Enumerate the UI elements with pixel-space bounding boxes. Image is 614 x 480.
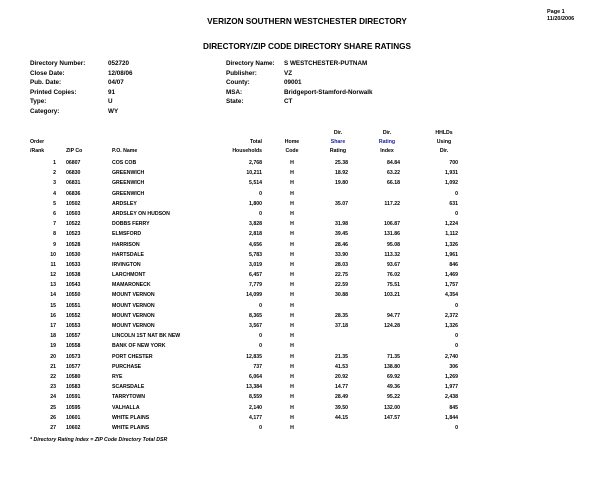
share-rating-cell: 30.88 — [335, 292, 348, 299]
info-value: Bridgeport-Stamford-Norwalk — [284, 88, 373, 96]
zip-code-cell: 10523 — [66, 231, 81, 238]
table-row — [0, 331, 614, 341]
total-households-cell: 5,783 — [249, 251, 262, 258]
zip-code-cell: 10533 — [66, 261, 81, 268]
rank-cell: 16 — [50, 312, 56, 319]
rating-index-cell: 124.28 — [384, 323, 400, 329]
zip-code-cell: 10502 — [66, 200, 81, 207]
total-households-cell: 3,019 — [249, 261, 262, 268]
table-row — [0, 250, 614, 260]
info-value: U — [108, 98, 113, 106]
rating-index-cell: 131.86 — [384, 231, 400, 238]
info-row — [30, 88, 133, 98]
rating-index-cell: 103.21 — [384, 292, 400, 299]
po-name-cell: COS COB — [112, 160, 137, 166]
zip-code-cell: 10557 — [66, 333, 81, 340]
rank-cell: 5 — [53, 200, 56, 207]
total-households-cell: 10,211 — [246, 170, 262, 177]
table-row — [0, 321, 614, 331]
info-label: Printed Copies: — [30, 88, 77, 96]
rating-index-cell: 71.35 — [387, 353, 400, 360]
po-name-cell: ARDSLEY ON HUDSON — [112, 210, 170, 217]
rank-cell: 6 — [53, 210, 56, 217]
share-rating-cell: 19.80 — [335, 180, 348, 187]
share-rating-cell: 39.50 — [335, 404, 348, 411]
zip-code-cell: 10583 — [66, 384, 81, 391]
table-row — [0, 362, 614, 372]
rank-cell: 17 — [50, 323, 56, 329]
share-rating-cell: 21.35 — [335, 353, 348, 360]
home-code-cell: H — [290, 323, 294, 329]
share-rating-cell: 33.90 — [335, 251, 348, 258]
col-header-total-households: Total Households — [232, 139, 262, 154]
home-code-cell: H — [290, 363, 294, 370]
table-row — [0, 260, 614, 270]
table-row — [0, 392, 614, 402]
info-row — [226, 88, 373, 98]
rating-index-cell: 113.32 — [384, 251, 400, 258]
po-name-cell: TARRYTOWN — [112, 394, 146, 401]
ratings-table — [0, 158, 614, 433]
total-households-cell: 8,365 — [249, 312, 262, 319]
home-code-cell: H — [290, 414, 294, 421]
po-name-cell: SCARSDALE — [112, 384, 145, 391]
hhlds-using-cell: 0 — [455, 333, 458, 340]
zip-code-cell: 10601 — [66, 414, 81, 421]
share-rating-cell: 18.92 — [335, 170, 348, 177]
hhlds-using-cell: 1,977 — [445, 384, 458, 391]
rating-index-cell: 132.00 — [384, 404, 400, 411]
zip-code-cell: 10577 — [66, 363, 81, 370]
info-row — [226, 69, 373, 79]
rank-cell: 26 — [50, 414, 56, 421]
total-households-cell: 0 — [259, 210, 262, 217]
home-code-cell: H — [290, 404, 294, 411]
hhlds-using-cell: 1,092 — [445, 180, 458, 187]
rank-cell: 14 — [50, 292, 56, 299]
zip-code-cell: 06836 — [66, 190, 81, 197]
rank-cell: 25 — [50, 404, 56, 411]
po-name-cell: ARDSLEY — [112, 200, 137, 207]
po-name-cell: MOUNT VERNON — [112, 302, 155, 309]
hhlds-using-cell: 4,354 — [445, 292, 458, 299]
zip-code-cell: 10553 — [66, 323, 81, 329]
info-row — [226, 97, 373, 107]
home-code-cell: H — [290, 424, 294, 431]
page-number: Page 1 — [547, 9, 565, 15]
hhlds-using-cell: 306 — [449, 363, 458, 370]
hhlds-using-cell: 1,844 — [445, 414, 458, 421]
info-label: County: — [226, 79, 250, 87]
info-row — [30, 69, 133, 79]
hhlds-using-cell: 631 — [449, 200, 458, 207]
info-value: VZ — [284, 69, 293, 77]
col-header-po-name: P.O. Name — [112, 147, 138, 154]
col-header-rank: Order /Rank — [30, 139, 45, 154]
table-row — [0, 168, 614, 178]
info-row — [30, 59, 133, 69]
table-row — [0, 219, 614, 229]
po-name-cell: GREENWICH — [112, 190, 145, 197]
report-subtitle: DIRECTORY/ZIP CODE DIRECTORY SHARE RATINGS — [203, 42, 411, 51]
rank-cell: 4 — [53, 190, 56, 197]
info-label: Directory Name: — [226, 60, 275, 67]
total-households-cell: 3,828 — [249, 221, 262, 228]
hhlds-using-cell: 0 — [455, 190, 458, 197]
home-code-cell: H — [290, 272, 294, 279]
rating-index-cell: 117.22 — [384, 200, 400, 207]
po-name-cell: PORT CHESTER — [112, 353, 153, 360]
rating-index-cell: 95.22 — [387, 394, 400, 401]
info-value: WY — [108, 107, 119, 115]
total-households-cell: 0 — [259, 333, 262, 340]
hhlds-using-cell: 0 — [455, 210, 458, 217]
rank-cell: 22 — [50, 373, 56, 380]
zip-code-cell: 10580 — [66, 373, 81, 380]
total-households-cell: 0 — [259, 424, 262, 431]
rating-index-cell: 49.36 — [387, 384, 400, 391]
zip-code-cell: 06807 — [66, 160, 81, 166]
total-households-cell: 0 — [259, 343, 262, 350]
zip-code-cell: 10552 — [66, 312, 81, 319]
rating-index-cell: 95.08 — [387, 241, 400, 248]
share-rating-cell: 35.07 — [335, 200, 348, 207]
rating-index-cell: 93.67 — [387, 261, 400, 268]
table-row — [0, 270, 614, 280]
zip-code-cell: 10602 — [66, 424, 81, 431]
table-row — [0, 178, 614, 188]
home-code-cell: H — [290, 160, 294, 166]
table-row — [0, 290, 614, 300]
hhlds-using-cell: 2,438 — [445, 394, 458, 401]
zip-code-cell: 10573 — [66, 353, 81, 360]
total-households-cell: 14,099 — [246, 292, 262, 299]
share-rating-cell: 22.59 — [335, 282, 348, 289]
total-households-cell: 2,768 — [249, 160, 262, 166]
home-code-cell: H — [290, 180, 294, 187]
total-households-cell: 2,140 — [249, 404, 262, 411]
rank-cell: 9 — [53, 241, 56, 248]
hhlds-using-cell: 845 — [449, 404, 458, 411]
rating-index-cell: 66.18 — [387, 180, 400, 187]
total-households-cell: 3,567 — [249, 323, 262, 329]
rating-index-cell: 84.84 — [387, 160, 400, 166]
rank-cell: 10 — [50, 251, 56, 258]
rank-cell: 24 — [50, 394, 56, 401]
share-rating-cell: 28.03 — [335, 261, 348, 268]
rank-cell: 12 — [50, 272, 56, 279]
zip-code-cell: 10543 — [66, 282, 81, 289]
total-households-cell: 2,818 — [249, 231, 262, 238]
hhlds-using-cell: 0 — [455, 302, 458, 309]
table-row — [0, 209, 614, 219]
rating-index-cell: 69.92 — [387, 373, 400, 380]
total-households-cell: 8,559 — [249, 394, 262, 401]
hhlds-using-cell: 1,269 — [445, 373, 458, 380]
po-name-cell: LINCOLN 1ST NAT BK NEW — [112, 333, 181, 340]
home-code-cell: H — [290, 373, 294, 380]
hhlds-using-cell: 1,326 — [445, 241, 458, 248]
total-households-cell: 0 — [259, 302, 262, 309]
table-row — [0, 382, 614, 392]
po-name-cell: GREENWICH — [112, 170, 145, 177]
table-row — [0, 280, 614, 290]
total-households-cell: 5,514 — [249, 180, 262, 187]
info-value: 91 — [108, 88, 116, 96]
home-code-cell: H — [290, 210, 294, 217]
hhlds-using-cell: 1,931 — [445, 170, 458, 177]
rank-cell: 19 — [50, 343, 56, 350]
home-code-cell: H — [290, 312, 294, 319]
table-row — [0, 229, 614, 239]
hhlds-using-cell: 1,112 — [445, 231, 458, 238]
info-value: S WESTCHESTER-PUTNAM — [284, 60, 368, 67]
total-households-cell: 737 — [253, 363, 262, 370]
table-row — [0, 311, 614, 321]
po-name-cell: PURCHASE — [112, 363, 142, 370]
zip-code-cell: 10595 — [66, 404, 81, 411]
hhlds-using-cell: 0 — [455, 424, 458, 431]
rank-cell: 23 — [50, 384, 56, 391]
info-label: Close Date: — [30, 69, 65, 77]
zip-code-cell: 06831 — [66, 180, 81, 187]
info-row — [226, 78, 373, 88]
zip-code-cell: 10550 — [66, 292, 81, 299]
share-rating-cell: 28.46 — [335, 241, 348, 248]
total-households-cell: 4,177 — [249, 414, 262, 421]
report-title: VERIZON SOUTHERN WESTCHESTER DIRECTORY — [207, 17, 407, 26]
share-rating-cell: 44.15 — [335, 414, 348, 421]
share-rating-cell: 28.35 — [335, 312, 348, 319]
share-rating-cell: 31.98 — [335, 221, 348, 228]
info-value: 09001 — [284, 79, 302, 87]
po-name-cell: MAMARONECK — [112, 282, 151, 289]
total-households-cell: 4,656 — [249, 241, 262, 248]
hhlds-using-cell: 1,469 — [445, 272, 458, 279]
home-code-cell: H — [290, 333, 294, 340]
rank-cell: 2 — [53, 170, 56, 177]
info-label: Type: — [30, 98, 47, 106]
rank-cell: 8 — [53, 231, 56, 238]
col-header-zip: ZIP Co — [66, 147, 83, 154]
col-header-dir-share-rating: Dir. Share Rating — [329, 130, 347, 154]
po-name-cell: MOUNT VERNON — [112, 323, 155, 329]
info-value: 052720 — [108, 60, 130, 67]
rank-cell: 27 — [50, 424, 56, 431]
share-rating-cell: 14.77 — [335, 384, 348, 391]
rank-cell: 11 — [50, 261, 56, 268]
zip-code-cell: 10558 — [66, 343, 81, 350]
rank-cell: 1 — [53, 160, 56, 166]
table-row — [0, 403, 614, 413]
home-code-cell: H — [290, 394, 294, 401]
info-label: Publisher: — [226, 69, 257, 77]
po-name-cell: VALHALLA — [112, 404, 140, 411]
info-row — [226, 59, 373, 69]
home-code-cell: H — [290, 170, 294, 177]
home-code-cell: H — [290, 241, 294, 248]
home-code-cell: H — [290, 231, 294, 238]
table-row — [0, 352, 614, 362]
zip-code-cell: 10551 — [66, 302, 81, 309]
rating-index-cell: 106.87 — [384, 221, 400, 228]
home-code-cell: H — [290, 190, 294, 197]
po-name-cell: LARCHMONT — [112, 272, 146, 279]
hhlds-using-cell: 700 — [449, 160, 458, 166]
rating-index-cell: 138.80 — [384, 363, 400, 370]
info-value: 04/07 — [108, 79, 124, 87]
info-row — [30, 107, 133, 117]
po-name-cell: WHITE PLAINS — [112, 424, 150, 431]
total-households-cell: 12,835 — [246, 353, 262, 360]
table-row — [0, 372, 614, 382]
po-name-cell: HARRISON — [112, 241, 140, 248]
table-row — [0, 341, 614, 351]
home-code-cell: H — [290, 221, 294, 228]
table-row — [0, 240, 614, 250]
rank-cell: 13 — [50, 282, 56, 289]
home-code-cell: H — [290, 302, 294, 309]
home-code-cell: H — [290, 251, 294, 258]
rating-index-cell: 63.22 — [387, 170, 400, 177]
po-name-cell: IRVINGTON — [112, 261, 141, 268]
info-label: Directory Number: — [30, 60, 86, 67]
home-code-cell: H — [290, 261, 294, 268]
total-households-cell: 7,779 — [249, 282, 262, 289]
directory-info-left — [30, 59, 133, 117]
po-name-cell: MOUNT VERNON — [112, 312, 155, 319]
table-row — [0, 301, 614, 311]
home-code-cell: H — [290, 353, 294, 360]
hhlds-using-cell: 2,372 — [445, 312, 458, 319]
share-rating-cell: 37.18 — [335, 323, 348, 329]
share-rating-cell: 20.92 — [335, 373, 348, 380]
home-code-cell: H — [290, 282, 294, 289]
info-label: State: — [226, 98, 244, 106]
rank-cell: 21 — [50, 363, 56, 370]
rank-cell: 15 — [50, 302, 56, 309]
table-row — [0, 413, 614, 423]
share-rating-cell: 22.75 — [335, 272, 348, 279]
hhlds-using-cell: 846 — [449, 261, 458, 268]
rank-cell: 3 — [53, 180, 56, 187]
po-name-cell: DOBBS FERRY — [112, 221, 150, 228]
home-code-cell: H — [290, 292, 294, 299]
share-rating-cell: 28.49 — [335, 394, 348, 401]
info-label: MSA: — [226, 88, 243, 96]
rating-index-cell: 94.77 — [387, 312, 400, 319]
hhlds-using-cell: 1,961 — [445, 251, 458, 258]
info-row — [30, 97, 133, 107]
info-value: 12/08/06 — [108, 69, 133, 77]
zip-code-cell: 10530 — [66, 251, 81, 258]
col-header-home-code: Home Code — [284, 139, 300, 154]
rating-index-cell: 75.51 — [387, 282, 400, 289]
share-rating-cell: 25.38 — [335, 160, 348, 166]
col-header-hhlds-using-dir: HHLDs Using Dir. — [435, 130, 453, 154]
rating-index-cell: 76.02 — [387, 272, 400, 279]
table-row — [0, 158, 614, 168]
total-households-cell: 1,800 — [249, 200, 262, 207]
info-label: Pub. Date: — [30, 79, 62, 87]
total-households-cell: 13,384 — [246, 384, 262, 391]
total-households-cell: 6,064 — [249, 373, 262, 380]
table-row — [0, 199, 614, 209]
hhlds-using-cell: 0 — [455, 343, 458, 350]
home-code-cell: H — [290, 343, 294, 350]
zip-code-cell: 10503 — [66, 210, 81, 217]
table-row — [0, 423, 614, 433]
rating-index-cell: 147.57 — [384, 414, 400, 421]
po-name-cell: BANK OF NEW YORK — [112, 343, 166, 350]
po-name-cell: GREENWICH — [112, 180, 145, 187]
zip-code-cell: 10591 — [66, 394, 81, 401]
report-date: 11/20/2006 — [547, 16, 575, 22]
hhlds-using-cell: 1,224 — [445, 221, 458, 228]
home-code-cell: H — [290, 200, 294, 207]
zip-code-cell: 10538 — [66, 272, 81, 279]
hhlds-using-cell: 1,757 — [445, 282, 458, 289]
info-value: CT — [284, 98, 293, 106]
share-rating-cell: 39.45 — [335, 231, 348, 238]
table-row — [0, 189, 614, 199]
hhlds-using-cell: 2,740 — [445, 353, 458, 360]
total-households-cell: 0 — [259, 190, 262, 197]
col-header-dir-rating-index: Dir. Rating Index — [378, 130, 396, 154]
info-label: Category: — [30, 107, 60, 115]
po-name-cell: HARTSDALE — [112, 251, 144, 258]
home-code-cell: H — [290, 384, 294, 391]
zip-code-cell: 06830 — [66, 170, 81, 177]
zip-code-cell: 10528 — [66, 241, 81, 248]
footnote: * Directory Rating Index = ZIP Code Directory Total DSR — [30, 437, 168, 443]
rank-cell: 18 — [50, 333, 56, 340]
directory-info-right — [226, 59, 373, 107]
hhlds-using-cell: 1,326 — [445, 323, 458, 329]
info-row — [30, 78, 133, 88]
po-name-cell: ELMSFORD — [112, 231, 142, 238]
share-rating-cell: 41.53 — [335, 363, 348, 370]
zip-code-cell: 10522 — [66, 221, 81, 228]
total-households-cell: 6,457 — [249, 272, 262, 279]
po-name-cell: MOUNT VERNON — [112, 292, 155, 299]
rank-cell: 20 — [50, 353, 56, 360]
po-name-cell: WHITE PLAINS — [112, 414, 150, 421]
rank-cell: 7 — [53, 221, 56, 228]
po-name-cell: RYE — [112, 373, 123, 380]
